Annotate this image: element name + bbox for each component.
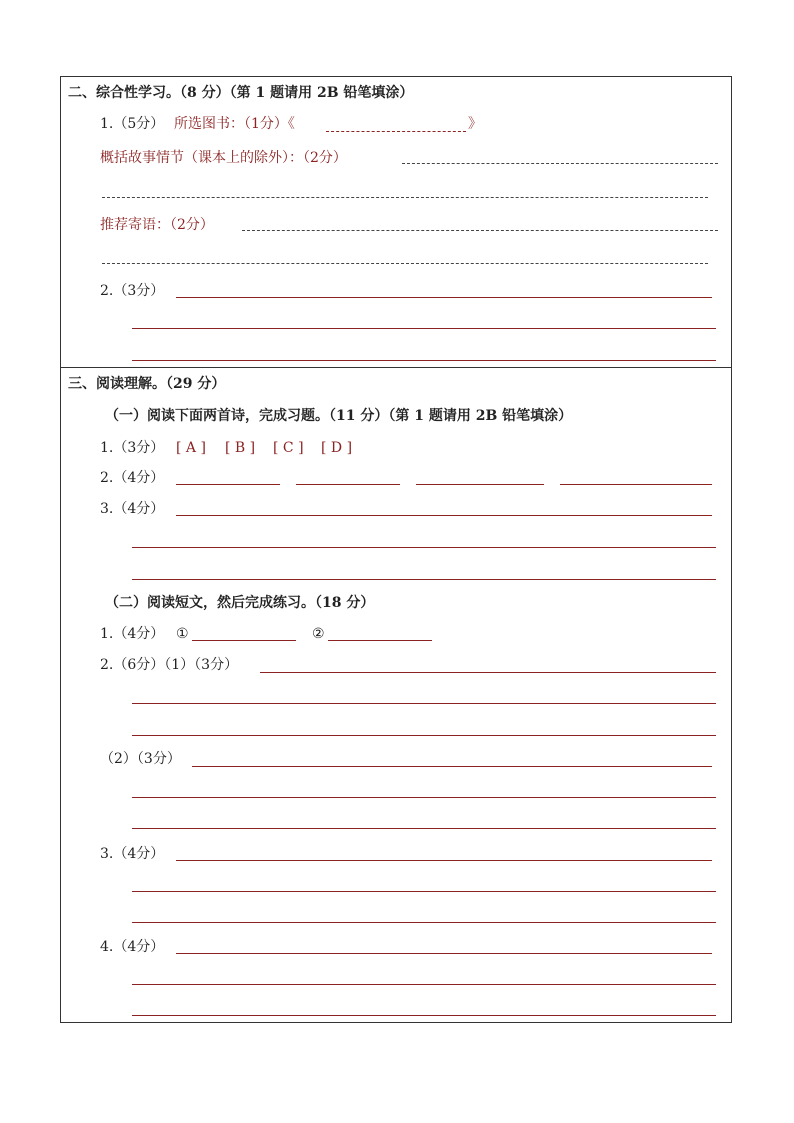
section3-heading: 三、阅读理解。（29 分）	[68, 376, 226, 392]
p2-q1-blank-1[interactable]	[192, 640, 296, 641]
plot-blank-1[interactable]	[402, 163, 718, 164]
option-c[interactable]: [ C ]	[273, 440, 304, 456]
p1-q2-blank-2[interactable]	[296, 484, 400, 485]
p2-q1-blank-2[interactable]	[328, 640, 432, 641]
option-a[interactable]: [ A ]	[176, 440, 206, 456]
p1-q2-blank-4[interactable]	[560, 484, 712, 485]
option-b[interactable]: [ B ]	[225, 440, 256, 456]
p2-q2-2-line-3[interactable]	[132, 828, 716, 829]
p2-q4-line-2[interactable]	[132, 984, 716, 985]
p2-q3-line-2[interactable]	[132, 891, 716, 892]
p2-q2-sub2-label: （2）（3分）	[100, 751, 181, 767]
recommend-blank-2[interactable]	[102, 263, 708, 264]
s2-q1-book-close: 》	[468, 116, 482, 132]
p2-q4-label: 4.（4分）	[100, 939, 165, 955]
book-title-blank[interactable]	[326, 131, 466, 132]
p2-q2-1-line-2[interactable]	[132, 703, 716, 704]
p1-q3-line-3[interactable]	[132, 579, 716, 580]
p2-q1-mark2: ②	[312, 626, 325, 642]
s2-q2-line-3[interactable]	[132, 360, 716, 361]
p1-q3-line-1[interactable]	[176, 515, 712, 516]
p1-q3-label: 3.（4分）	[100, 501, 165, 517]
p1-q3-line-2[interactable]	[132, 547, 716, 548]
p1-q2-blank-3[interactable]	[416, 484, 544, 485]
part1-heading: （一）阅读下面两首诗，完成习题。（11 分）（第 1 题请用 2B 铅笔填涂）	[105, 408, 573, 424]
part2-heading: （二）阅读短文，然后完成练习。（18 分）	[105, 595, 375, 611]
p2-q1-label: 1.（4分）	[100, 626, 165, 642]
p1-q1-label: 1.（3分）	[100, 440, 165, 456]
p2-q3-line-3[interactable]	[132, 922, 716, 923]
s2-q1-plot-label: 概括故事情节（课本上的除外）：（2分）	[100, 150, 347, 166]
section2-heading: 二、综合性学习。（8 分）（第 1 题请用 2B 铅笔填涂）	[68, 85, 414, 101]
p2-q3-line-1[interactable]	[176, 860, 712, 861]
option-d[interactable]: [ D ]	[321, 440, 353, 456]
p2-q2-2-line-2[interactable]	[132, 797, 716, 798]
p1-q2-blank-1[interactable]	[176, 484, 280, 485]
plot-blank-2[interactable]	[102, 197, 708, 198]
p2-q2-label: 2.（6分）（1）（3分）	[100, 657, 239, 673]
s2-q1-rec-label: 推荐寄语：（2分）	[100, 217, 214, 233]
p2-q1-mark1: ①	[176, 626, 189, 642]
p2-q2-2-line-1[interactable]	[192, 766, 712, 767]
p2-q4-line-3[interactable]	[132, 1015, 716, 1016]
p2-q4-line-1[interactable]	[176, 953, 712, 954]
s2-q1-book-label: 所选图书：（1分）《	[174, 116, 295, 132]
p1-q2-label: 2.（4分）	[100, 470, 165, 486]
p2-q2-1-line-3[interactable]	[132, 735, 716, 736]
recommend-blank-1[interactable]	[242, 230, 718, 231]
p2-q2-1-line-1[interactable]	[260, 672, 716, 673]
section-divider	[60, 367, 732, 368]
s2-q2-line-2[interactable]	[132, 328, 716, 329]
s2-q2-label: 2.（3分）	[100, 283, 165, 299]
p2-q3-label: 3.（4分）	[100, 846, 165, 862]
s2-q1-prefix: 1.（5分）	[100, 116, 165, 132]
s2-q2-line-1[interactable]	[176, 297, 712, 298]
